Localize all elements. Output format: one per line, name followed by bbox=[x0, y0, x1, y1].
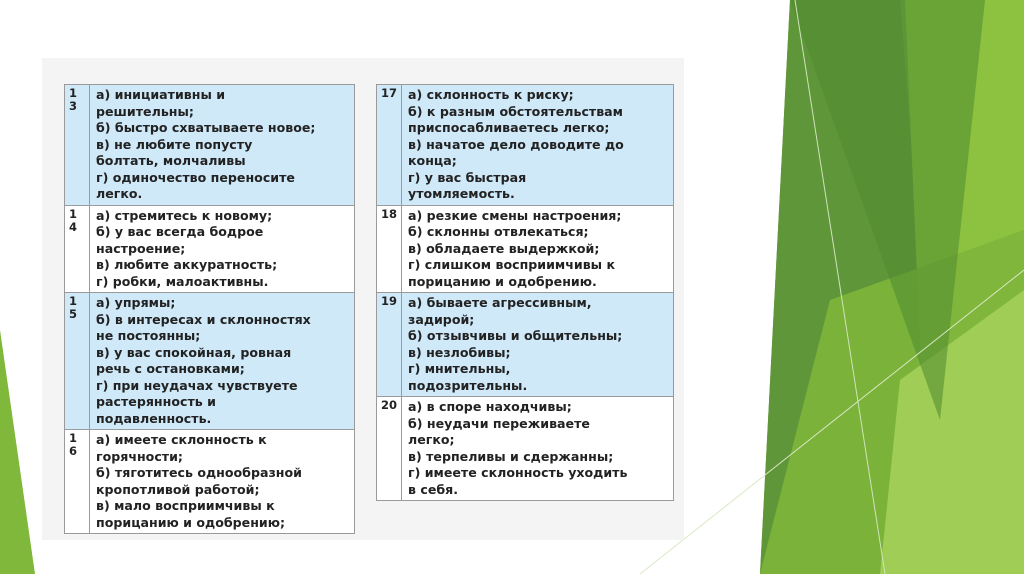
answer-options bbox=[402, 205, 674, 293]
answer-line: в) начатое дело доводите до bbox=[408, 136, 624, 152]
answer-line: г) при неудачах чувствуете bbox=[96, 377, 298, 393]
answer-line: а) инициативны и bbox=[96, 87, 226, 102]
answer-line: б) к разным обстоятельствам bbox=[408, 103, 623, 119]
answer-line: в) незлобивы; bbox=[408, 344, 511, 360]
table-row bbox=[65, 205, 355, 293]
answer-line: г) робки, малоактивны. bbox=[96, 273, 269, 289]
question-number: 20 bbox=[377, 397, 402, 501]
answer-line: в) у вас спокойная, ровная bbox=[96, 344, 292, 360]
table-row bbox=[377, 205, 674, 293]
answer-line: не постоянны; bbox=[96, 328, 201, 343]
answer-line: в) обладаете выдержкой; bbox=[408, 240, 600, 256]
answer-line: решительны; bbox=[96, 103, 194, 119]
answer-line: а) стремитесь к новому; bbox=[96, 207, 273, 223]
answer-line: утомляемость. bbox=[408, 186, 515, 201]
answer-line: приспосабливаетесь легко; bbox=[408, 120, 610, 135]
answer-line: г) у вас быстрая bbox=[408, 169, 527, 185]
answer-line: в) любите аккуратность; bbox=[96, 257, 278, 272]
question-number: 19 bbox=[377, 293, 402, 397]
right-question-table bbox=[376, 84, 674, 501]
answer-line: а) склонность к риску; bbox=[408, 87, 574, 102]
answer-line: кропотливой работой; bbox=[96, 481, 260, 497]
answer-line: б) быстро схватываете новое; bbox=[96, 120, 316, 135]
answer-line: б) тяготитесь однообразной bbox=[96, 465, 302, 480]
table-row bbox=[377, 85, 674, 206]
question-number: 1 4 bbox=[65, 205, 90, 293]
answer-options bbox=[90, 293, 355, 430]
green-shape-left bbox=[0, 330, 35, 574]
answer-options bbox=[90, 85, 355, 206]
answer-options bbox=[402, 397, 674, 501]
answer-line: а) имеете склонность к bbox=[96, 432, 267, 447]
answer-options bbox=[402, 85, 674, 206]
answer-line: г) мнительны, bbox=[408, 361, 511, 376]
answer-line: г) имеете склонность уходить bbox=[408, 465, 628, 480]
answer-line: настроение; bbox=[96, 240, 186, 256]
answer-line: г) одиночество переносите bbox=[96, 169, 295, 185]
table-row bbox=[65, 85, 355, 206]
answer-line: легко; bbox=[408, 432, 455, 447]
answer-line: в) мало восприимчивы к bbox=[96, 498, 275, 513]
answer-line: порицанию и одобрению. bbox=[408, 273, 597, 289]
answer-line: а) резкие смены настроения; bbox=[408, 207, 622, 223]
question-number: 1 6 bbox=[65, 430, 90, 534]
answer-line: в себя. bbox=[408, 481, 459, 497]
question-number: 1 3 bbox=[65, 85, 90, 206]
answer-line: легко. bbox=[96, 186, 143, 201]
answer-line: подозрительны. bbox=[408, 377, 528, 393]
table-row bbox=[377, 397, 674, 501]
answer-line: б) у вас всегда бодрое bbox=[96, 224, 264, 239]
question-number: 1 5 bbox=[65, 293, 90, 430]
answer-line: растерянность и bbox=[96, 394, 216, 409]
answer-line: а) бываете агрессивным, bbox=[408, 295, 592, 310]
answer-line: б) неудачи переживаете bbox=[408, 415, 590, 431]
answer-line: задирой; bbox=[408, 311, 475, 327]
answer-options bbox=[90, 430, 355, 534]
answer-line: б) склонны отвлекаться; bbox=[408, 224, 589, 239]
left-question-table bbox=[64, 84, 355, 534]
answer-line: б) в интересах и склонностях bbox=[96, 311, 311, 327]
answer-line: конца; bbox=[408, 153, 457, 168]
answer-line: подавленность. bbox=[96, 410, 212, 426]
table-row bbox=[65, 430, 355, 534]
answer-line: в) терпеливы и сдержанны; bbox=[408, 448, 614, 464]
answer-line: речь с остановками; bbox=[96, 361, 245, 376]
question-number: 18 bbox=[377, 205, 402, 293]
answer-line: б) отзывчивы и общительны; bbox=[408, 328, 623, 343]
answer-line: болтать, молчаливы bbox=[96, 153, 246, 168]
answer-line: порицанию и одобрению; bbox=[96, 514, 286, 530]
answer-options bbox=[402, 293, 674, 397]
answer-line: г) слишком восприимчивы к bbox=[408, 257, 615, 272]
answer-line: а) упрямы; bbox=[96, 295, 176, 310]
answer-line: в) не любите попусту bbox=[96, 136, 253, 152]
answer-options bbox=[90, 205, 355, 293]
question-number: 17 bbox=[377, 85, 402, 206]
table-row bbox=[65, 293, 355, 430]
answer-line: горячности; bbox=[96, 448, 183, 464]
table-row bbox=[377, 293, 674, 397]
answer-line: а) в споре находчивы; bbox=[408, 399, 572, 414]
